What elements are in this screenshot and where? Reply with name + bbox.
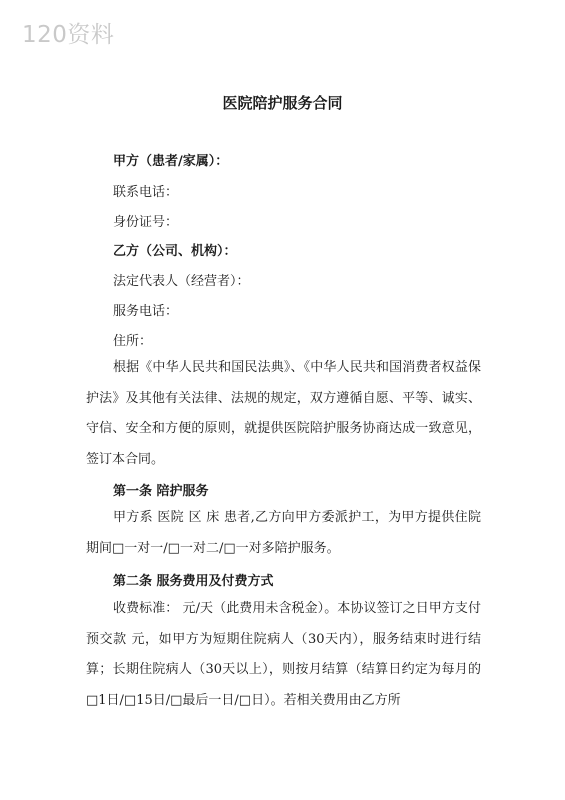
- party-b-heading: 乙方（公司、机构）：: [113, 244, 237, 259]
- article-2-body: 收费标准： 元/天（此费用未含税金）。本协议签订之日甲方支付预交款 元，如甲方为短期住院病人（30天内），服务结束时进行结算；长期住院病人（30天以上），则按月结算（结算日约定为每月的□1日/□15日/□最后一日/□日）。若相关费用由乙方所: [86, 601, 481, 708]
- page-title: 医院陪护服务合同: [222, 94, 343, 112]
- article-1-heading: 第一条 陪护服务: [113, 484, 209, 499]
- party-a-phone-label: 联系电话：: [113, 185, 179, 200]
- party-a-id-label: 身份证号：: [113, 215, 179, 230]
- party-b-service-phone-label: 服务电话：: [113, 304, 179, 319]
- preamble-paragraph: 根据《中华人民共和国民法典》、《中华人民共和国消费者权益保护法》及其他有关法律、法规的规定，双方遵循自愿、平等、诚实、守信、安全和方便的原则，就提供医院陪护服务协商达成一致意见，签订本合同。: [86, 360, 481, 467]
- article-2-heading: 第二条 服务费用及付费方式: [113, 574, 274, 589]
- party-b-address-label: 住所：: [113, 334, 153, 349]
- party-b-legal-rep-label: 法定代表人（经营者）：: [113, 274, 250, 289]
- party-a-heading: 甲方（患者/家属）：: [113, 154, 229, 169]
- watermark-logo: 120资料: [22, 22, 115, 48]
- article-1-body: 甲方系 医院 区 床 患者,乙方向甲方委派护工，为甲方提供住院期间□一对一/□一对二/□一对多陪护服务。: [86, 510, 481, 556]
